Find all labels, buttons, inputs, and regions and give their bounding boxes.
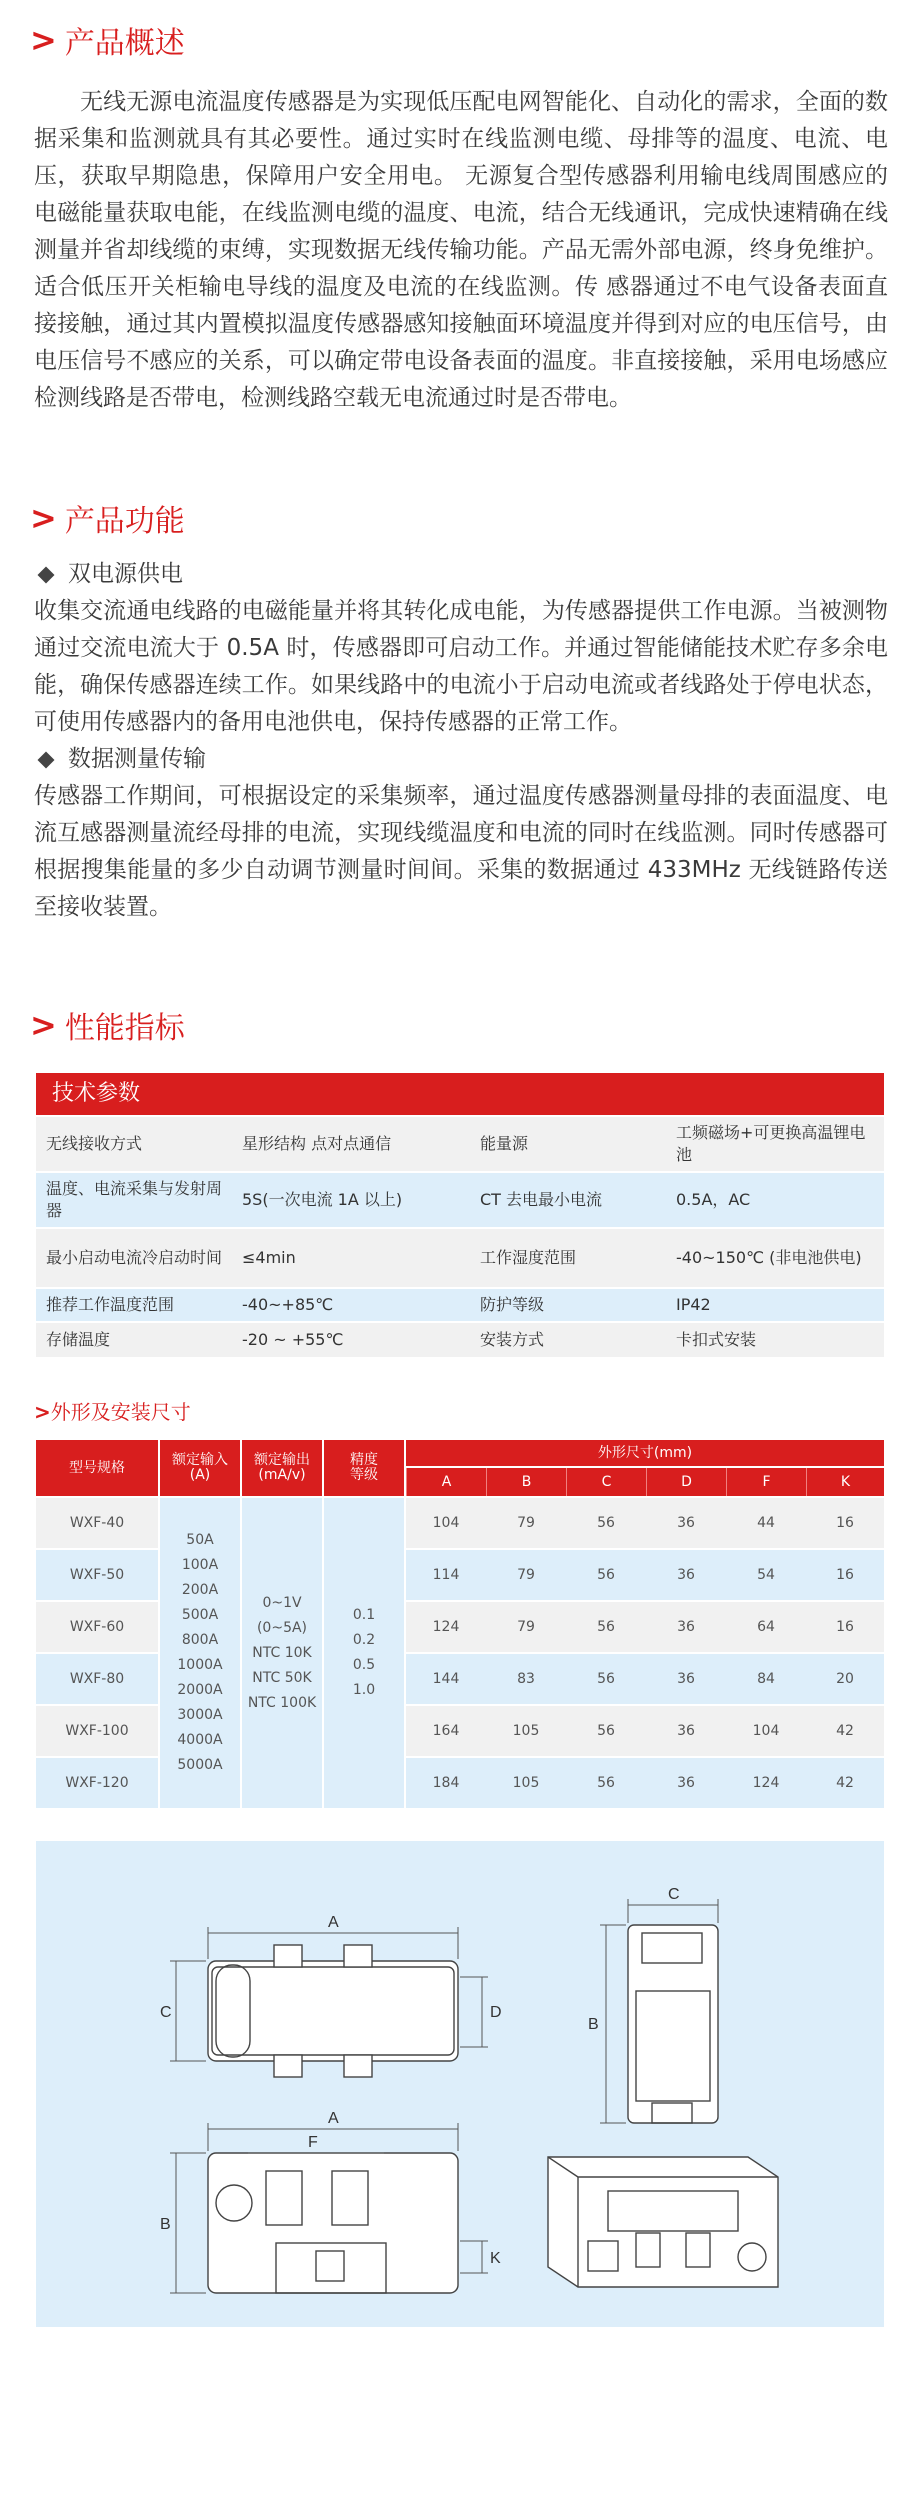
size-cell: 84 bbox=[726, 1654, 806, 1704]
dim-label-b: B bbox=[160, 2216, 171, 2233]
size-cell: 114 bbox=[406, 1550, 486, 1600]
size-cell: 56 bbox=[566, 1654, 646, 1704]
table-cell: 工频磁场+可更换高温锂电池 bbox=[666, 1117, 884, 1171]
size-cell: 124 bbox=[726, 1758, 806, 1808]
size-cell: 56 bbox=[566, 1706, 646, 1756]
size-cell: 16 bbox=[806, 1602, 884, 1652]
dimensions-table bbox=[36, 1440, 884, 1812]
overview-section-title bbox=[30, 18, 185, 62]
size-cell: 42 bbox=[806, 1706, 884, 1756]
clip-bottom bbox=[344, 2055, 372, 2077]
header-col-b: B bbox=[486, 1468, 566, 1496]
top-view-body bbox=[208, 2153, 458, 2293]
size-cell: 36 bbox=[646, 1654, 726, 1704]
table-cell: -40~150℃ (非电池供电) bbox=[666, 1229, 884, 1287]
chevron-right-icon: > bbox=[30, 499, 57, 537]
dim-label-b-side: B bbox=[588, 2016, 599, 2033]
merged-value: (0~5A) bbox=[256, 1619, 308, 1636]
clip-top bbox=[344, 1945, 372, 1967]
dimension-drawing bbox=[36, 1841, 884, 2327]
table-cell: 能量源 bbox=[470, 1117, 666, 1171]
functions-text bbox=[34, 556, 888, 926]
header-col-f: F bbox=[726, 1468, 806, 1496]
table-row bbox=[36, 1173, 884, 1229]
merged-value: 2000A bbox=[177, 1682, 223, 1698]
size-cell: 105 bbox=[486, 1758, 566, 1808]
size-cell: 16 bbox=[806, 1498, 884, 1548]
table-cell: 无线接收方式 bbox=[36, 1117, 232, 1171]
header-rated-out: 额定输出(mA/v) bbox=[242, 1440, 322, 1496]
merged-value: 500A bbox=[181, 1607, 219, 1623]
function-body-1: 收集交流通电线路的电磁能量并将其转化成电能，为传感器提供工作电源。当被测物通过交流电流大于 0.5A 时，传感器即可启动工作。并通过智能储能技术贮存多余电能，确保传感器连续工作。如果线路中的电流小于启动电流或者线路处于停电状态，可使用传感器内的备用电池供电，保持传感器的正常工作。 bbox=[34, 598, 888, 735]
functions-title: 产品功能 bbox=[64, 504, 185, 539]
dim-label-k: K bbox=[490, 2250, 501, 2267]
table-cell: 卡扣式安装 bbox=[666, 1323, 884, 1357]
chevron-right-icon: > bbox=[30, 1006, 57, 1044]
dimensions-title bbox=[34, 1396, 191, 1425]
functions-section-title bbox=[30, 496, 185, 540]
chevron-right-icon: > bbox=[34, 1400, 51, 1424]
function-item-head bbox=[34, 741, 888, 778]
size-cell: 79 bbox=[486, 1550, 566, 1600]
dim-label-a-bottom: A bbox=[328, 2110, 339, 2127]
table-cell: 温度、电流采集与发射周器 bbox=[36, 1173, 232, 1227]
table-cell: 5S(一次电流 1A 以上) bbox=[232, 1173, 470, 1227]
performance-section-title bbox=[30, 1003, 185, 1047]
size-cell: 36 bbox=[646, 1758, 726, 1808]
header-col-a: A bbox=[406, 1468, 486, 1496]
merged-value: 0~1V bbox=[262, 1594, 302, 1611]
rated-output-cell bbox=[242, 1498, 322, 1808]
merged-value: 0.5 bbox=[352, 1657, 376, 1673]
size-cell: 36 bbox=[646, 1550, 726, 1600]
function-item-head bbox=[34, 556, 888, 593]
function-head-1: 双电源供电 bbox=[68, 561, 183, 587]
size-cell: 54 bbox=[726, 1550, 806, 1600]
sensor-dimension-drawing bbox=[36, 1841, 884, 2327]
model-cell: WXF-40 bbox=[36, 1498, 158, 1548]
merged-value: 1000A bbox=[177, 1657, 223, 1673]
size-cell: 44 bbox=[726, 1498, 806, 1548]
table-row bbox=[36, 1117, 884, 1173]
table-cell: CT 去电最小电流 bbox=[470, 1173, 666, 1227]
overview-title: 产品概述 bbox=[64, 26, 185, 61]
accuracy-cell bbox=[324, 1498, 404, 1808]
size-cell: 36 bbox=[646, 1602, 726, 1652]
chevron-right-icon: > bbox=[30, 21, 57, 59]
table-cell: 安装方式 bbox=[470, 1323, 666, 1357]
dim-label-c: C bbox=[160, 2004, 172, 2021]
merged-value: NTC 100K bbox=[247, 1694, 317, 1711]
header-col-d: D bbox=[646, 1468, 726, 1496]
diamond-bullet-icon bbox=[38, 751, 55, 768]
size-cell: 124 bbox=[406, 1602, 486, 1652]
function-body-2: 传感器工作期间，可根据设定的采集频率，通过温度传感器测量母排的表面温度、电流互感器测量流经母排的电流，实现线缆温度和电流的同时在线监测。同时传感器可根据搜集能量的多少自动调节测量时间间。采集的数据通过 433MHz 无线链路传送至接收装置。 bbox=[34, 783, 888, 920]
size-cell: 105 bbox=[486, 1706, 566, 1756]
merged-value: 1.0 bbox=[352, 1682, 376, 1698]
overview-body: 无线无源电流温度传感器是为实现低压配电网智能化、自动化的需求，全面的数据采集和监测就具有其必要性。通过实时在线监测电缆、母排等的温度、电流、电压，获取早期隐患，保障用户安全用电。 无源复合型传感器利用输电线周围感应的电磁能量获取电能，在线监测电缆的温度、电流，结合无线通讯，完成快速精确在线测量并省却线缆的束缚，实现数据无线传输功能。产品无需外部电源，终身免维护。适合低压开关柜输电导线的温度及电流的在线监测。传 感器通过不电气设备表面直接接触，通过其内置模拟温度传感器感知接触面环境温度并得到对应的电压信号，由电压信号不感应的关系，可以确定带电设备表面的温度。非直接接触，采用电场感应检测线路是否带电，检测线路空载无电流通过时是否带电。 bbox=[34, 89, 888, 411]
front-view-body bbox=[208, 1961, 458, 2061]
model-cell: WXF-80 bbox=[36, 1654, 158, 1704]
header-rated-in: 额定输入(A) bbox=[160, 1440, 240, 1496]
table-cell: -40~+85℃ bbox=[232, 1289, 470, 1321]
model-cell: WXF-50 bbox=[36, 1550, 158, 1600]
merged-value: 100A bbox=[181, 1557, 219, 1573]
size-cell: 56 bbox=[566, 1758, 646, 1808]
table-cell: 星形结构 点对点通信 bbox=[232, 1117, 470, 1171]
size-cell: 164 bbox=[406, 1706, 486, 1756]
size-cell: 104 bbox=[726, 1706, 806, 1756]
size-cell: 79 bbox=[486, 1602, 566, 1652]
size-cell: 56 bbox=[566, 1602, 646, 1652]
table-cell: 0.5A，AC bbox=[666, 1173, 884, 1227]
table-cell: 防护等级 bbox=[470, 1289, 666, 1321]
header-model: 型号规格 bbox=[36, 1440, 158, 1496]
merged-value: 0.1 bbox=[352, 1607, 376, 1623]
table-cell: ≤4min bbox=[232, 1229, 470, 1287]
header-col-c: C bbox=[566, 1468, 646, 1496]
size-cell: 36 bbox=[646, 1498, 726, 1548]
size-cell: 42 bbox=[806, 1758, 884, 1808]
function-head-2: 数据测量传输 bbox=[68, 746, 206, 772]
size-cell: 104 bbox=[406, 1498, 486, 1548]
tech-table-header: 技术参数 bbox=[36, 1073, 884, 1115]
merged-value: NTC 10K bbox=[252, 1644, 312, 1661]
size-cell: 79 bbox=[486, 1498, 566, 1548]
size-cell: 16 bbox=[806, 1550, 884, 1600]
rated-input-cell bbox=[160, 1498, 240, 1808]
merged-value: 50A bbox=[186, 1532, 214, 1548]
merged-value: 5000A bbox=[177, 1757, 223, 1773]
merged-value: 3000A bbox=[177, 1707, 223, 1723]
size-cell: 36 bbox=[646, 1706, 726, 1756]
table-row bbox=[36, 1323, 884, 1359]
size-cell: 56 bbox=[566, 1498, 646, 1548]
size-cell: 144 bbox=[406, 1654, 486, 1704]
dim-label-d: D bbox=[490, 2004, 502, 2021]
table-cell: -20 ~ +55℃ bbox=[232, 1323, 470, 1357]
merged-value: 800A bbox=[181, 1632, 219, 1648]
perspective-view bbox=[548, 2157, 778, 2287]
size-cell: 184 bbox=[406, 1758, 486, 1808]
clip-top bbox=[274, 1945, 302, 1967]
model-cell: WXF-120 bbox=[36, 1758, 158, 1808]
overview-text bbox=[34, 84, 888, 417]
table-cell: 存储温度 bbox=[36, 1323, 232, 1357]
merged-value: 4000A bbox=[177, 1732, 223, 1748]
header-col-k: K bbox=[806, 1468, 884, 1496]
merged-value: 200A bbox=[181, 1582, 219, 1598]
header-size: 外形尺寸(mm) bbox=[406, 1440, 884, 1466]
table-row bbox=[36, 1229, 884, 1289]
header-accuracy: 精度等级 bbox=[324, 1440, 404, 1496]
merged-value: NTC 50K bbox=[252, 1669, 312, 1686]
table-cell: 工作湿度范围 bbox=[470, 1229, 666, 1287]
performance-title: 性能指标 bbox=[64, 1011, 185, 1046]
clip-bottom bbox=[274, 2055, 302, 2077]
size-cell: 64 bbox=[726, 1602, 806, 1652]
size-cell: 83 bbox=[486, 1654, 566, 1704]
model-cell: WXF-100 bbox=[36, 1706, 158, 1756]
tech-table bbox=[36, 1117, 884, 1359]
dim-label-c-side: C bbox=[668, 1886, 680, 1903]
table-cell: 最小启动电流冷启动时间 bbox=[36, 1229, 232, 1287]
table-cell: IP42 bbox=[666, 1289, 884, 1321]
model-cell: WXF-60 bbox=[36, 1602, 158, 1652]
merged-value: 0.2 bbox=[352, 1632, 376, 1648]
table-row bbox=[36, 1289, 884, 1323]
table-cell: 推荐工作温度范围 bbox=[36, 1289, 232, 1321]
dim-label-f: F bbox=[308, 2134, 318, 2151]
diamond-bullet-icon bbox=[38, 566, 55, 583]
size-cell: 20 bbox=[806, 1654, 884, 1704]
dim-label-a: A bbox=[328, 1914, 339, 1931]
size-cell: 56 bbox=[566, 1550, 646, 1600]
dimensions-title-text: 外形及安装尺寸 bbox=[50, 1400, 191, 1424]
